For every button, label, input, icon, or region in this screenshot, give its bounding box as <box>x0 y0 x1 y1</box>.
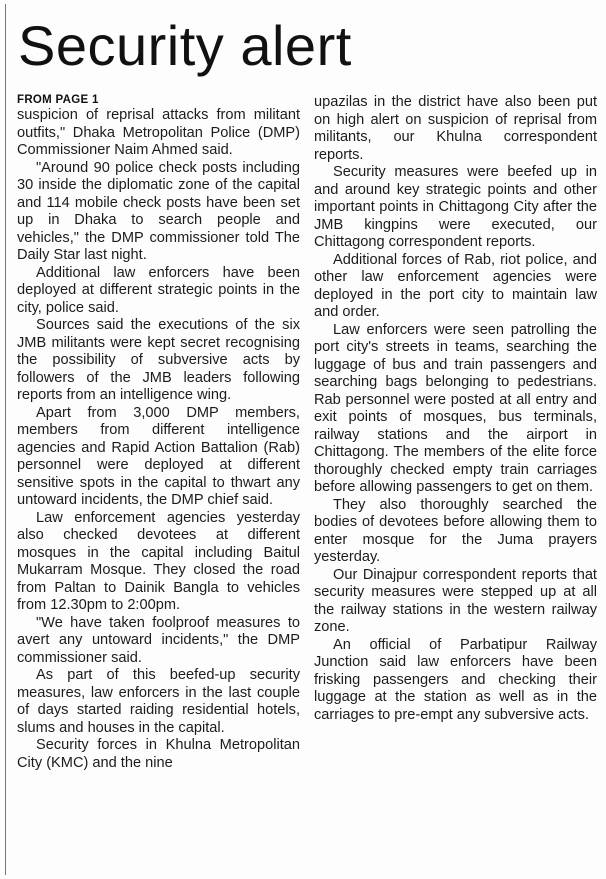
article-column-right <box>314 94 597 724</box>
paragraph: Additional forces of Rab, riot police, and other law enforcement agencies were deployed in the port city to maintain law and order. <box>314 251 597 320</box>
paragraph: "We have taken foolproof measures to avert any untoward incidents," the DMP commissioner said. <box>17 614 300 666</box>
paragraph: Additional law enforcers have been deployed at different strategic points in the city, police said. <box>17 264 300 316</box>
paragraph: An official of Parbatipur Railway Junction said law enforcers have been frisking passengers and checking their luggage at the station as well as in the carriages to pre-empt any subversive acts. <box>314 636 597 723</box>
paragraph: Law enforcers were seen patrolling the port city's streets in teams, searching the luggage of bus and train passengers and searching bags belonging to pedestrians. Rab personnel were posted at all entry and exit points of mosques, bus terminals, railway stations and the airport in Chittagong. The members of the elite force thoroughly checked empty train carriages before allowing passengers to get on them. <box>314 321 597 495</box>
paragraph: Apart from 3,000 DMP members, members from different intelligence agencies and Rapid Action Battalion (Rab) personnel were deployed at different sensitive spots in the capital to thwart any untoward incidents, the DMP chief said. <box>17 404 300 508</box>
column-rule <box>5 4 6 875</box>
paragraph: Sources said the executions of the six JMB militants were kept secret recognising the possibility of subversive acts by followers of the JMB leaders following reports from an intelligence wing. <box>17 317 300 403</box>
paragraph: suspicion of reprisal attacks from militant outfits," Dhaka Metropolitan Police (DMP) Commissioner Naim Ahmed said. <box>17 107 300 158</box>
paragraph: upazilas in the district have also been put on high alert on suspicion of reprisal from militants, our Khulna correspondent reports. <box>314 94 597 163</box>
headline: Security alert <box>18 14 352 77</box>
paragraph: Our Dinajpur correspondent reports that security measures were stepped up at all the railway stations in the western railway zone. <box>314 566 597 635</box>
kicker: FROM PAGE 1 <box>17 94 99 106</box>
paragraph: As part of this beefed-up security measures, law enforcers in the last couple of days started raiding residential hotels, slums and houses in the capital. <box>17 667 300 736</box>
article-column-left <box>17 94 300 772</box>
paragraph: Law enforcement agencies yesterday also checked devotees at different mosques in the capital including Baitul Mukarram Mosque. They closed the road from Paltan to Dainik Bangla to vehicles from 12.30pm to 2:00pm. <box>17 509 300 613</box>
paragraph: Security forces in Khulna Metropolitan City (KMC) and the nine <box>17 737 300 771</box>
paragraph: "Around 90 police check posts including 30 inside the diplomatic zone of the capital and 114 mobile check posts have been set up in Dhaka to search people and vehicles," the DMP commissioner told The Daily Star last night. <box>17 159 300 263</box>
paragraph: Security measures were beefed up in and around key strategic points and other important points in Chittagong City after the JMB kingpins were executed, our Chittagong correspondent reports. <box>314 164 597 250</box>
paragraph: They also thoroughly searched the bodies of devotees before allowing them to enter mosque for the Juma prayers yesterday. <box>314 496 597 565</box>
